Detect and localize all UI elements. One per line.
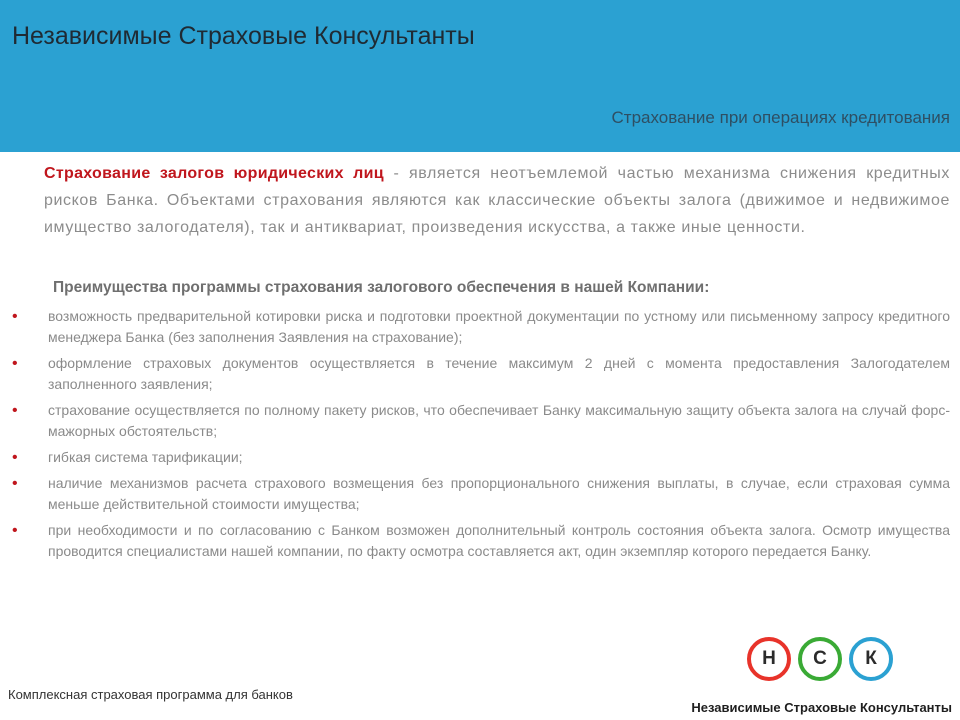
bullet-icon: • bbox=[12, 355, 18, 372]
advantages-heading: Преимущества программы страхования залогового обеспечения в нашей Компании: bbox=[53, 279, 710, 296]
header-banner bbox=[0, 0, 960, 152]
logo-letter-k: К bbox=[865, 648, 877, 669]
list-item-text: при необходимости и по согласованию с Банком возможен дополнительный контроль состояния объекта залога. Осмотр имущества проводится специалистами нашей компании, по факту осмотра составляется акт, один экземпляр которого передается Банку. bbox=[48, 522, 950, 559]
nsk-logo bbox=[747, 637, 897, 681]
list-item bbox=[0, 353, 960, 395]
logo-letter-s: С bbox=[813, 648, 827, 669]
logo-letter-n: Н bbox=[762, 648, 776, 669]
list-item-text: оформление страховых документов осуществляется в течение максимум 2 дней с момента предоставления Залогодателем заполненного заявления; bbox=[48, 355, 950, 392]
header-subtitle: Страхование при операциях кредитования bbox=[611, 108, 950, 127]
list-item bbox=[0, 473, 960, 515]
list-item-text: гибкая система тарификации; bbox=[48, 449, 243, 465]
bullet-icon: • bbox=[12, 449, 18, 466]
bullet-icon: • bbox=[12, 308, 18, 325]
logo-ring-k bbox=[849, 637, 893, 681]
list-item bbox=[0, 400, 960, 442]
list-item-text: возможность предварительной котировки риска и подготовки проектной документации по устному или письменному запросу кредитного менеджера Банка (без заполнения Заявления на страхование); bbox=[48, 308, 950, 345]
footer-company-name: Независимые Страховые Консультанты bbox=[691, 700, 952, 715]
intro-text: - является неотъемлемой частью механизма снижения кредитных рисков Банка. Объектами страхования являются как классические объекты залога (движимое и недвижимое имущество залогодателя), так и антиквариат, произведения искусства, а также иные ценности. bbox=[44, 165, 950, 236]
logo-ring-n bbox=[747, 637, 791, 681]
list-item bbox=[0, 447, 960, 468]
intro-paragraph bbox=[44, 160, 950, 241]
logo-ring-s bbox=[798, 637, 842, 681]
bullet-icon: • bbox=[12, 402, 18, 419]
list-item bbox=[0, 306, 960, 348]
header-title: Независимые Страховые Консультанты bbox=[12, 22, 475, 50]
bullet-icon: • bbox=[12, 475, 18, 492]
bullet-icon: • bbox=[12, 522, 18, 539]
footer-program-caption: Комплексная страховая программа для банков bbox=[8, 687, 293, 702]
list-item-text: наличие механизмов расчета страхового возмещения без пропорционального снижения выплаты, в случае, если страховая сумма меньше действительной стоимости имущества; bbox=[48, 475, 950, 512]
advantages-list bbox=[0, 306, 960, 567]
list-item-text: страхование осуществляется по полному пакету рисков, что обеспечивает Банку максимальную защиту объекта залога на случай форс-мажорных обстоятельств; bbox=[48, 402, 950, 439]
intro-lead: Страхование залогов юридических лиц bbox=[44, 165, 384, 182]
list-item bbox=[0, 520, 960, 562]
